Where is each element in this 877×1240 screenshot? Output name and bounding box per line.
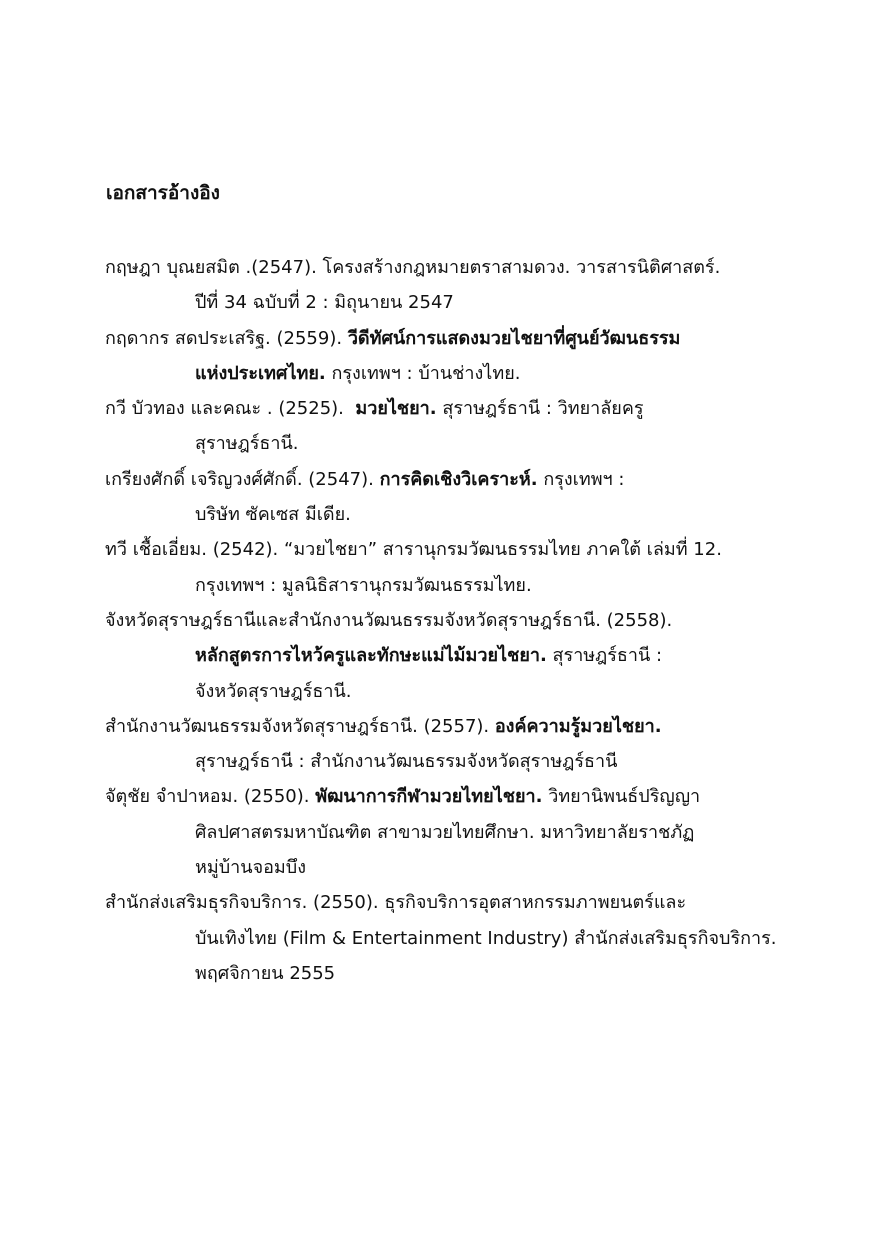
- reference-entry: [105, 462, 805, 533]
- reference-line: [105, 462, 805, 497]
- reference-author-year: จัตุชัย จำปาหอม. (2550).: [105, 786, 316, 808]
- reference-title: แห่งประเทศไทย.: [195, 362, 326, 384]
- reference-line-continued: [105, 356, 805, 391]
- reference-line-continued: กรุงเทพฯ : มูลนิธิสารานุกรมวัฒนธรรมไทย.: [195, 574, 532, 596]
- reference-list: [105, 250, 805, 991]
- reference-line-continued: จังหวัดสุราษฎร์ธานี.: [195, 680, 352, 702]
- reference-line-continued: บันเทิงไทย (Film & Entertainment Industry) สำนักส่งเสริมธุรกิจบริการ.: [195, 927, 777, 949]
- reference-line-continued: หมู่บ้านจอมบึง: [195, 857, 307, 879]
- reference-line: [105, 709, 805, 744]
- reference-line: [105, 779, 805, 814]
- reference-line-continued: [105, 638, 805, 673]
- page-heading: เอกสารอ้างอิง: [106, 182, 220, 204]
- reference-line-continued: สุราษฎร์ธานี : สำนักงานวัฒนธรรมจังหวัดสุราษฎร์ธานี: [195, 751, 618, 773]
- reference-publisher: วิทยานิพนธ์ปริญญา: [542, 786, 701, 808]
- reference-entry: [105, 391, 805, 462]
- reference-line-continued: บริษัท ซัคเซส มีเดีย.: [195, 504, 351, 526]
- reference-entry: [105, 603, 805, 709]
- reference-publisher: กรุงเทพฯ :: [537, 468, 625, 490]
- reference-line: จังหวัดสุราษฎร์ธานีและสำนักงานวัฒนธรรมจังหวัดสุราษฎร์ธานี. (2558).: [105, 609, 673, 631]
- reference-author-year: กวี บัวทอง และคณะ . (2525).: [105, 398, 356, 420]
- reference-title: การคิดเชิงวิเคราะห์.: [379, 468, 538, 490]
- reference-line-continued: ศิลปศาสตรมหาบัณฑิต สาขามวยไทยศึกษา. มหาวิทยาลัยราชภัฏ: [195, 821, 695, 843]
- reference-line: [105, 391, 805, 426]
- reference-line: ทวี เชื้อเอี่ยม. (2542). “มวยไชยา” สารานุกรมวัฒนธรรมไทย ภาคใต้ เล่มที่ 12.: [105, 539, 722, 561]
- reference-line-continued: สุราษฎร์ธานี.: [195, 433, 299, 455]
- reference-entry: [105, 321, 805, 392]
- reference-line-continued: ปีที่ 34 ฉบับที่ 2 : มิถุนายน 2547: [195, 292, 454, 314]
- reference-entry: [105, 532, 805, 603]
- reference-title: วีดีทัศน์การแสดงมวยไชยาที่ศูนย์วัฒนธรรม: [347, 327, 681, 349]
- reference-entry: [105, 779, 805, 885]
- reference-publisher: สุราษฎร์ธานี :: [546, 645, 663, 667]
- reference-line: [105, 321, 805, 356]
- reference-entry: [105, 885, 805, 991]
- reference-author-year: เกรียงศักดิ์ เจริญวงศ์ศักดิ์. (2547).: [105, 468, 380, 490]
- reference-line-continued: พฤศจิกายน 2555: [195, 962, 336, 984]
- reference-author-year: สำนักงานวัฒนธรรมจังหวัดสุราษฎร์ธานี. (2557).: [105, 715, 495, 737]
- reference-publisher: สุราษฎร์ธานี : วิทยาลัยครู: [436, 398, 644, 420]
- reference-publisher: กรุงเทพฯ : บ้านช่างไทย.: [325, 362, 521, 384]
- reference-entry: [105, 250, 805, 321]
- reference-entry: [105, 709, 805, 780]
- reference-title: พัฒนาการกีฬามวยไทยไชยา.: [315, 786, 543, 808]
- reference-title: มวยไชยา.: [355, 398, 437, 420]
- reference-line: สำนักส่งเสริมธุรกิจบริการ. (2550). ธุรกิจบริการอุตสาหกรรมภาพยนตร์และ: [105, 892, 687, 914]
- reference-title: หลักสูตรการไหว้ครูและทักษะแม่ไม้มวยไชยา.: [195, 645, 547, 667]
- reference-title: องค์ความรู้มวยไชยา.: [494, 715, 662, 737]
- reference-author-year: กฤดากร สดประเสริฐ. (2559).: [105, 327, 348, 349]
- reference-line: กฤษฎา บุณยสมิต .(2547). โครงสร้างกฎหมายตราสามดวง. วารสารนิติศาสตร์.: [105, 257, 721, 278]
